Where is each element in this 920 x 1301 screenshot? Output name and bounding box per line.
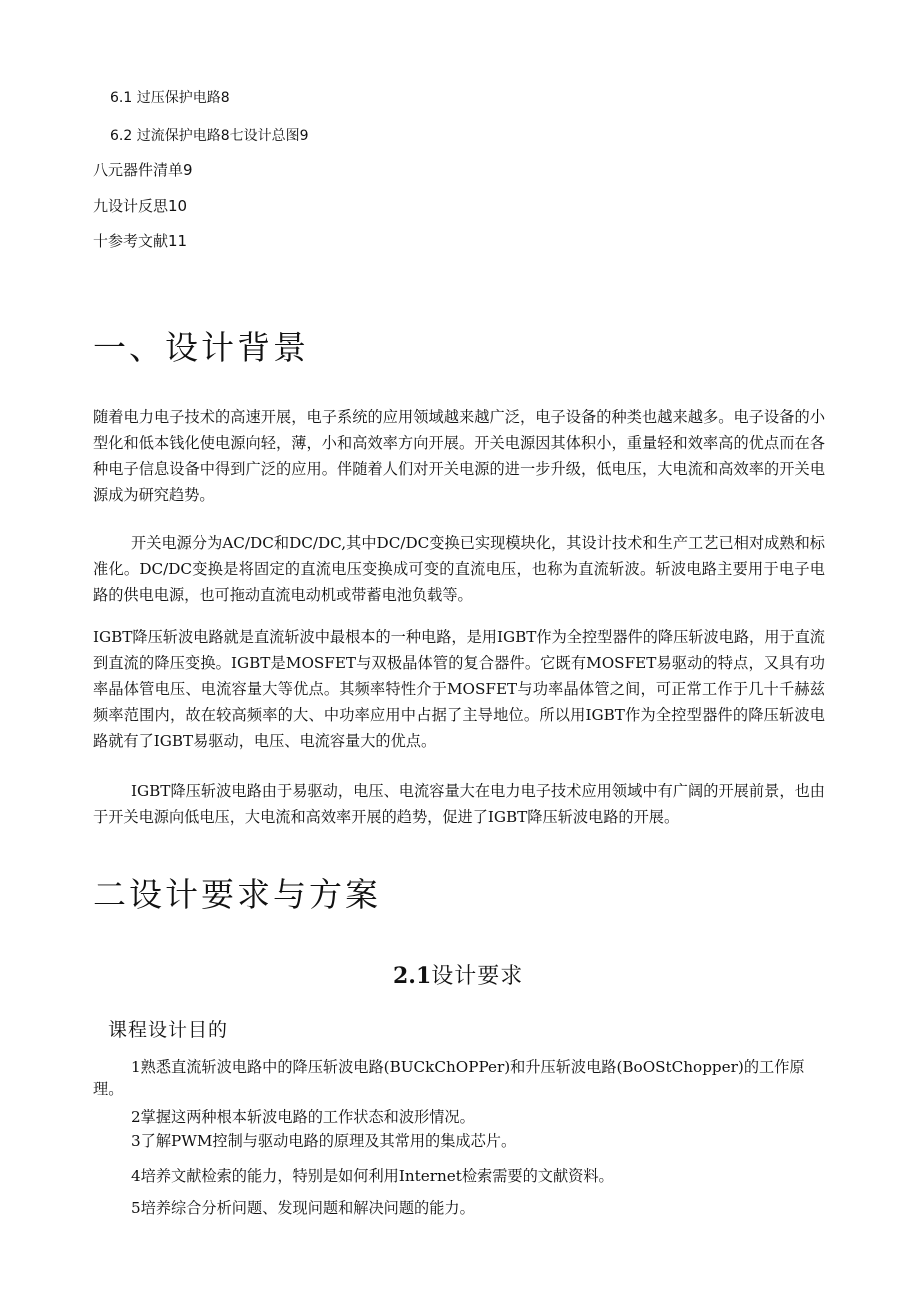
purpose-item-3: 3了解PWM控制与驱动电路的原理及其常用的集成芯片。 [131, 1132, 517, 1150]
toc-item-9: 九设计反思10 [93, 197, 188, 215]
purpose-item-5: 5培养综合分析问题、发现问题和解决问题的能力。 [131, 1199, 475, 1217]
course-purpose-heading: 课程设计目的 [108, 1019, 229, 1041]
purpose-item-4: 4培养文献检索的能力，特别是如何利用Internet检索需要的文献资料。 [131, 1167, 614, 1185]
toc-item-6-1: 6.1 过压保护电路8 [110, 90, 230, 106]
section-1-paragraph-2: 开关电源分为AC/DC和DC/DC,其中DC/DC变换已实现模块化，其设计技术和生产工艺已相对成熟和标准化。DC/DC变换是将固定的直流电压变换成可变的直流电压，也称为直流斩波。斩波电路主要用于电子电路的供电电源，也可拖动直流电动机或带蓄电池负载等。 [93, 534, 825, 604]
section-1-paragraph-4: IGBT降压斩波电路由于易驱动，电压、电流容量大在电力电子技术应用领域中有广阔的开展前景，也由于开关电源向低电压，大电流和高效率开展的趋势，促进了IGBT降压斩波电路的开展。 [93, 782, 825, 826]
toc-item-6-2: 6.2 过流保护电路8七设计总图9 [110, 128, 309, 144]
subsection-2-1-heading [393, 962, 523, 991]
subsection-2-1-title: 设计要求 [431, 964, 524, 989]
toc-item-8: 八元器件清单9 [93, 161, 193, 179]
section-1-paragraph-1: 随着电力电子技术的高速开展，电子系统的应用领域越来越广泛，电子设备的种类也越来越多。电子设备的小型化和低本钱化使电源向轻，薄，小和高效率方向开展。开关电源因其体积小，重量轻和效率高的优点而在各种电子信息设备中得到广泛的应用。伴随着人们对开关电源的进一步升级，低电压，大电流和高效率的开关电源成为研究趋势。 [93, 408, 825, 504]
purpose-item-1: 1熟悉直流斩波电路中的降压斩波电路(BUCkChOPPer)和升压斩波电路(BoOStChopper)的工作原理。 [93, 1058, 805, 1098]
toc-item-10: 十参考文献11 [93, 232, 188, 250]
section-2-heading-text: 二设计要求与方案 [93, 875, 381, 914]
section-1-paragraph-3: IGBT降压斩波电路就是直流斩波中最根本的一种电路，是用IGBT作为全控型器件的降压斩波电路，用于直流到直流的降压变换。IGBT是MOSFET与双极晶体管的复合器件。它既有MOSFET易驱动的特点，又具有功率晶体管电压、电流容量大等优点。其频率特性介于MOSFET与功率晶体管之间，可正常工作于几十千赫兹频率范围内，故在较高频率的大、中功率应用中占据了主导地位。所以用IGBT作为全控型器件的降压斩波电路就有了IGBT易驱动，电压、电流容量大的优点。 [93, 628, 825, 750]
subsection-2-1-number: 2.1 [393, 963, 432, 989]
purpose-item-2: 2掌握这两种根本斩波电路的工作状态和波形情况。 [131, 1108, 475, 1126]
section-2-heading [93, 875, 381, 915]
section-1-heading: 一、设计背景 [93, 328, 309, 367]
